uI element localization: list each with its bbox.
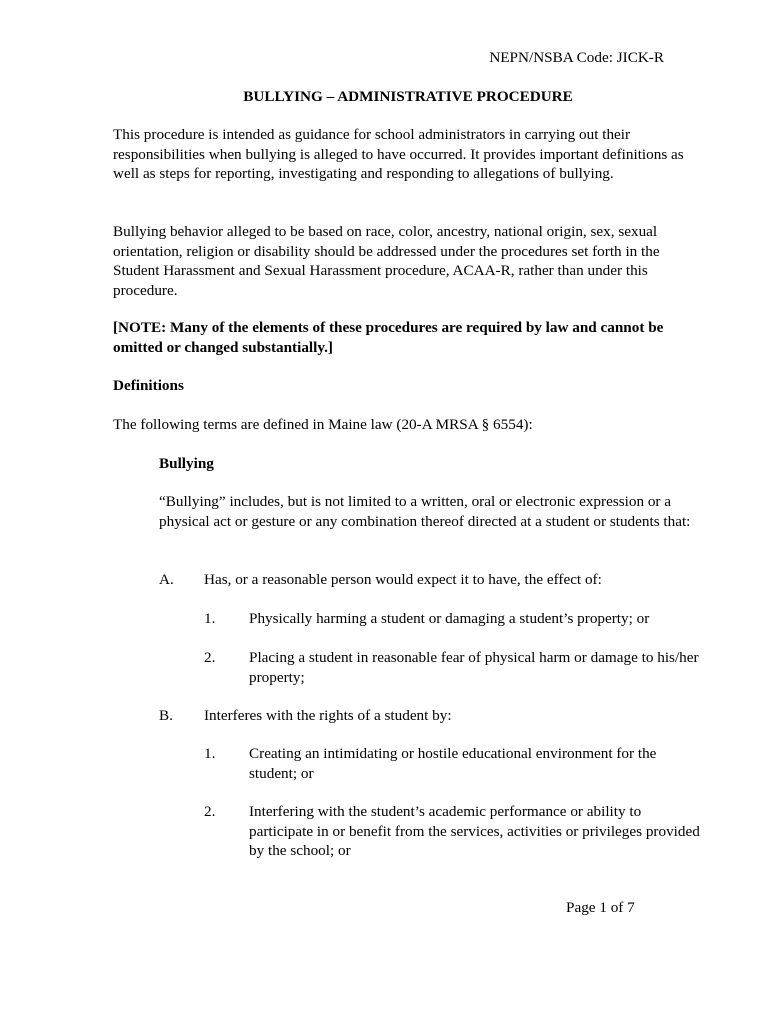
- item-b2-text: Interfering with the student’s academic performance or ability to participate in or benefit from the services, activities or privileges provided by the school; or: [249, 803, 700, 860]
- policy-code: NEPN/NSBA Code: JICK-R: [489, 49, 664, 66]
- bullying-definition: “Bullying” includes, but is not limited to a written, oral or electronic expression or a physical act or gesture or any combination thereof directed at a student or students that:: [159, 493, 691, 530]
- item-a2-text: Placing a student in reasonable fear of physical harm or damage to his/her property;: [249, 649, 699, 686]
- item-a-letter: A.: [159, 571, 174, 588]
- bullying-heading: Bullying: [159, 455, 214, 472]
- intro-paragraph-1: This procedure is intended as guidance for school administrators in carrying out their responsibilities when bullying is alleged to have occurred. It provides important definitions as well as steps for reporting, investigating and responding to allegations of bullying.: [113, 126, 684, 183]
- definitions-lead: The following terms are defined in Maine law (20-A MRSA § 6554):: [113, 416, 533, 433]
- item-a2-number: 2.: [204, 649, 216, 666]
- item-b1-text: Creating an intimidating or hostile educational environment for the student; or: [249, 745, 657, 782]
- item-a1-text: Physically harming a student or damaging a student’s property; or: [249, 610, 650, 627]
- item-a1-number: 1.: [204, 610, 216, 627]
- page-number: Page 1 of 7: [566, 899, 635, 916]
- item-b2-number: 2.: [204, 803, 216, 820]
- item-b-text: Interferes with the rights of a student by:: [204, 707, 452, 724]
- item-b1-number: 1.: [204, 745, 216, 762]
- definitions-heading: Definitions: [113, 377, 184, 394]
- intro-paragraph-2: Bullying behavior alleged to be based on race, color, ancestry, national origin, sex, sexual orientation, religion or disability should be addressed under the procedures set forth in the Student Harassment and Sexual Harassment procedure, ACAA-R, rather than under this procedure.: [113, 223, 660, 299]
- note-paragraph: [NOTE: Many of the elements of these procedures are required by law and cannot be omitted or changed substantially.]: [113, 319, 664, 356]
- item-a-text: Has, or a reasonable person would expect it to have, the effect of:: [204, 571, 602, 588]
- document-title: BULLYING – ADMINISTRATIVE PROCEDURE: [243, 88, 573, 105]
- item-b-letter: B.: [159, 707, 173, 724]
